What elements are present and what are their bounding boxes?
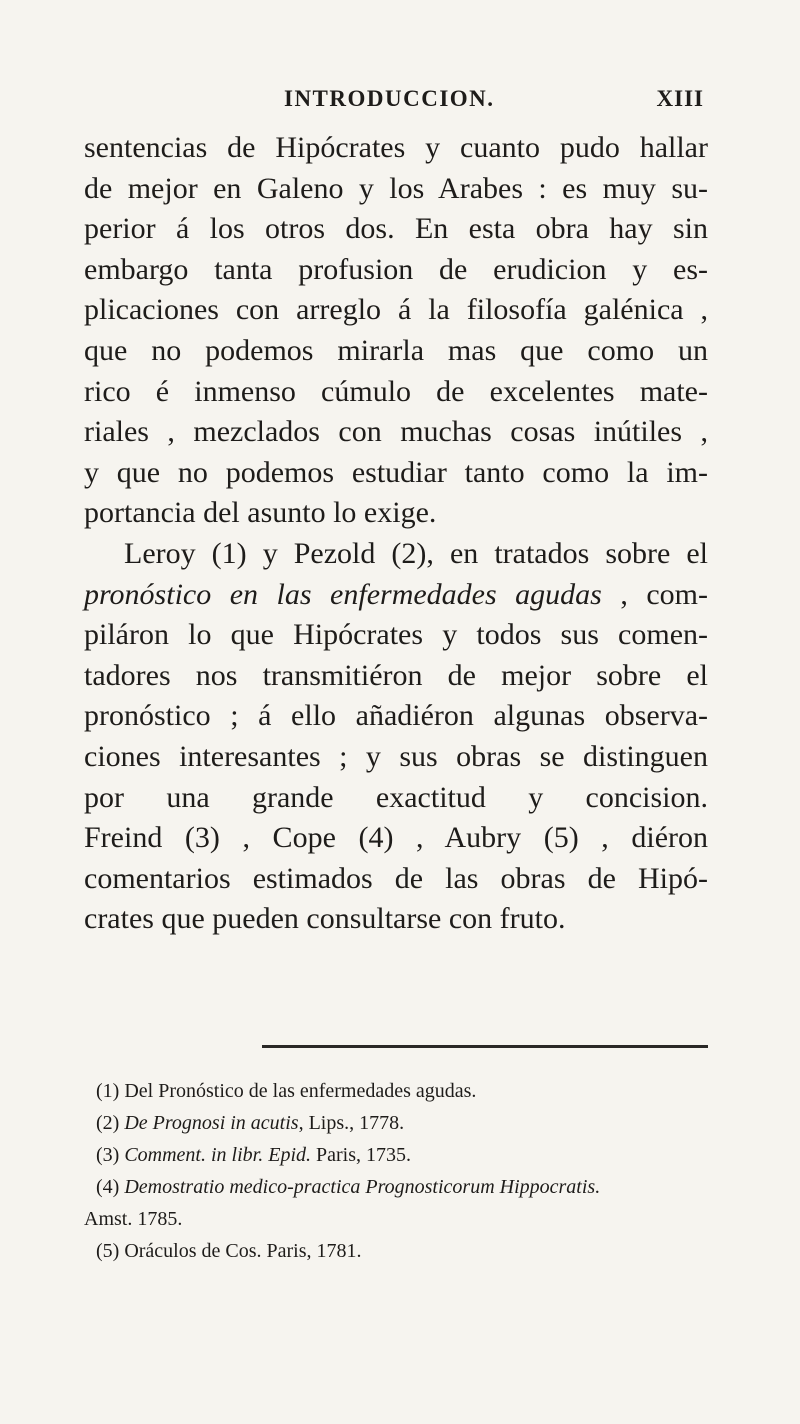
text-line: tadores nos transmitiéron de mejor sobre el: [84, 658, 708, 692]
text-line: rico é inmenso cúmulo de excelentes mate-: [84, 374, 708, 408]
text-line: Freind (3) , Cope (4) , Aubry (5) , diéron: [84, 821, 708, 855]
text-line: piláron lo que Hipócrates y todos sus comen-: [84, 618, 708, 652]
footnote-number: (2): [96, 1112, 125, 1134]
footnote-3: [96, 1139, 708, 1171]
text-line: perior á los otros dos. En esta obra hay sin: [84, 212, 708, 246]
text-line: riales , mezclados con muchas cosas inútiles ,: [84, 415, 708, 449]
footnotes: [84, 1075, 708, 1267]
footnote-number: (3): [96, 1144, 125, 1166]
footnote-title: De Prognosi in acutis: [124, 1112, 299, 1134]
footnote-1: (1) Del Pronóstico de las enfermedades agudas.: [96, 1080, 477, 1102]
footnote-5: (5) Oráculos de Cos. Paris, 1781.: [96, 1240, 362, 1262]
footnote-rule: [262, 1045, 708, 1048]
running-title: INTRODUCCION.: [284, 86, 495, 111]
text-line: embargo tanta profusion de erudicion y es-: [84, 252, 708, 286]
text-line: comentarios estimados de las obras de Hipó-: [84, 861, 708, 895]
footnote-4-continuation: Amst. 1785.: [84, 1208, 183, 1230]
text-fragment: , com-: [601, 577, 708, 611]
text-line: Leroy (1) y Pezold (2), en tratados sobre el: [124, 536, 708, 570]
text-line: que no podemos mirarla mas que como un: [84, 333, 708, 367]
text-line: crates que pueden consultarse con fruto.: [84, 902, 566, 936]
text-line: por una grande exactitud y concision.: [84, 780, 708, 814]
text-line: plicaciones con arreglo á la filosofía galénica ,: [84, 293, 708, 327]
page-number: XIII: [656, 86, 704, 111]
text-line: sentencias de Hipócrates y cuanto pudo hallar: [84, 131, 708, 164]
footnote-number: (4): [96, 1176, 125, 1198]
footnote-title: Demostratio medico-practica Prognosticorum Hippocratis.: [124, 1176, 601, 1198]
text-line: portancia del asunto lo exige.: [84, 496, 437, 530]
text-line: y que no podemos estudiar tanto como la im-: [84, 455, 708, 489]
footnote-title: Comment. in libr. Epid.: [124, 1144, 311, 1166]
text-line: de mejor en Galeno y los Arabes : es muy su-: [84, 171, 708, 205]
footnote-detail: Paris, 1735.: [311, 1144, 411, 1166]
footnote-detail: , Lips., 1778.: [298, 1112, 405, 1134]
text-line: ciones interesantes ; y sus obras se distinguen: [84, 739, 708, 773]
text-line: pronóstico ; á ello añadiéron algunas observa-: [84, 699, 708, 733]
text-line: [84, 575, 708, 616]
footnote-2: [96, 1107, 708, 1139]
page-header: [84, 86, 704, 120]
italic-title: pronóstico en las enfermedades agudas: [84, 577, 602, 611]
body-text: [84, 128, 708, 940]
footnote-4: [96, 1171, 708, 1203]
